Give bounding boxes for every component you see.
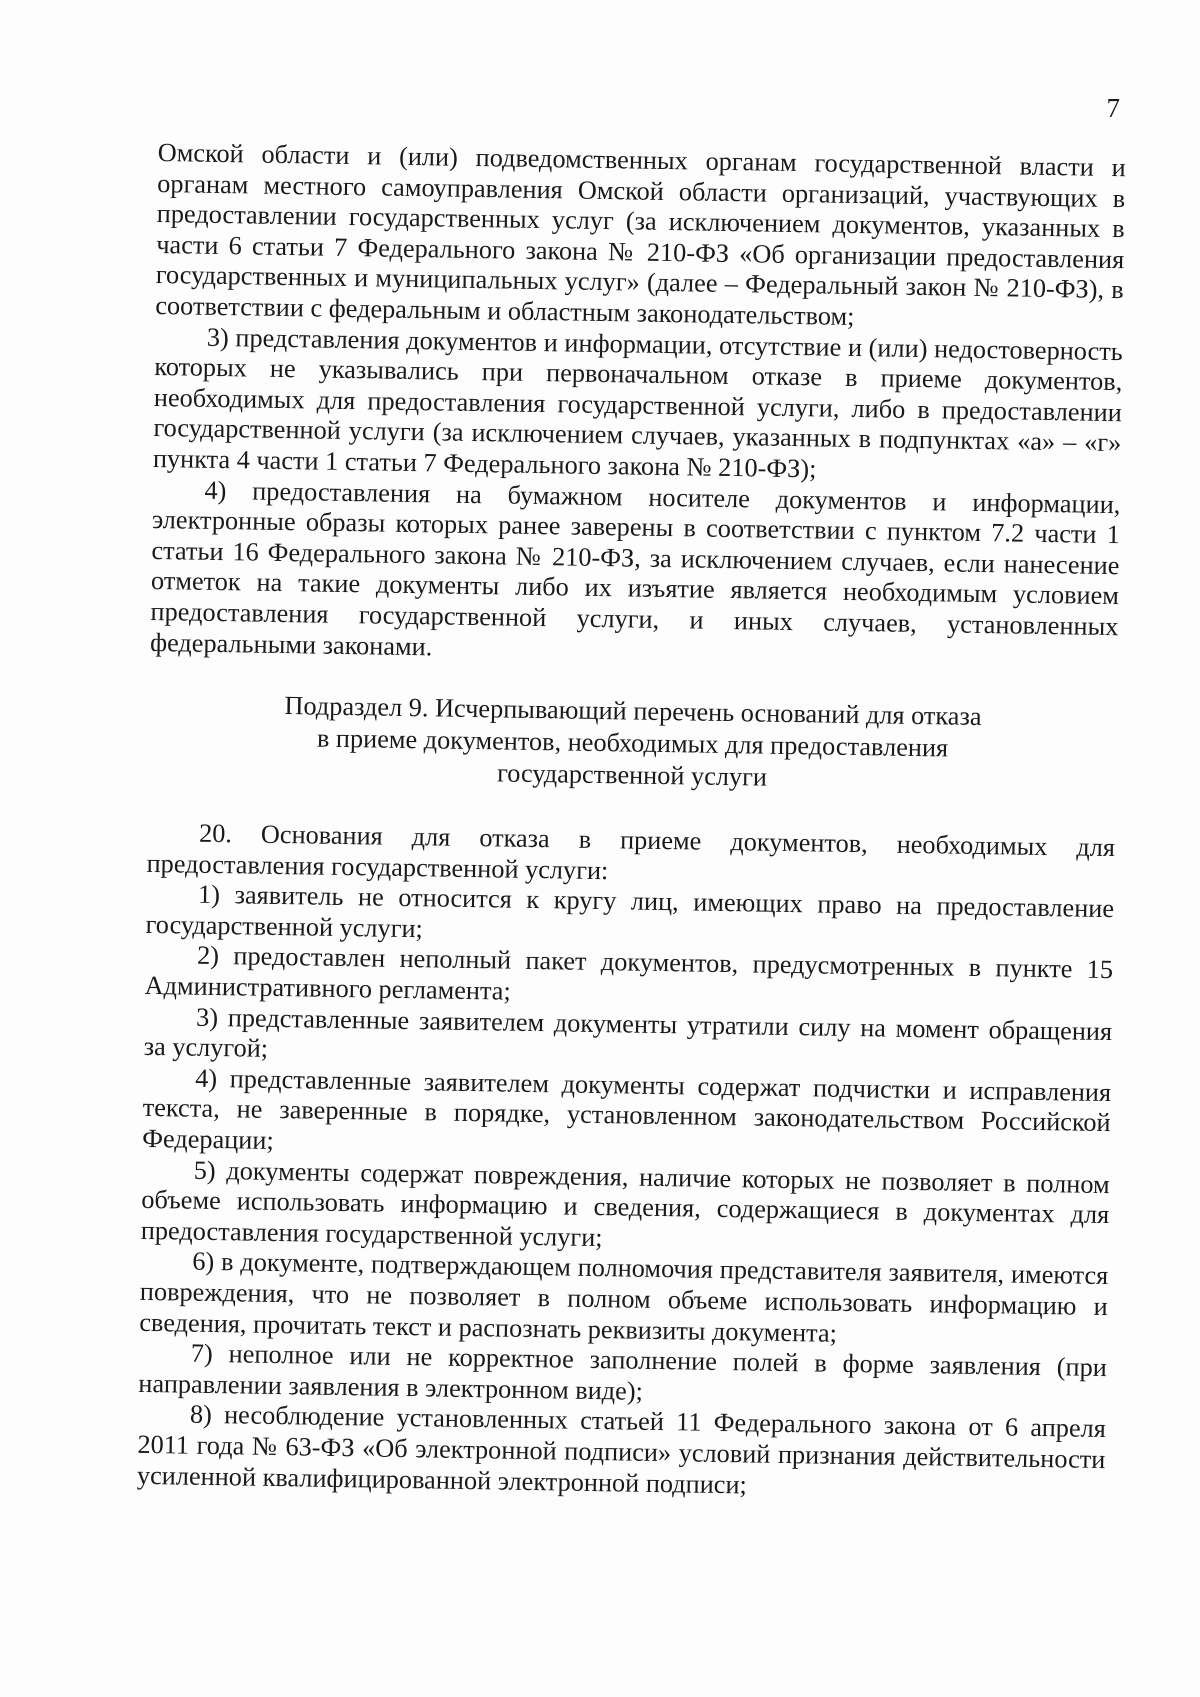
ground-item-6: 6) в документе, подтверждающем полномочия представителя заявителя, имеются повреждения, что не позволяет в полном объеме использовать информацию и сведения, прочитать текст и распознать реквизиты документа; [139,1247,1109,1348]
heading-line-1: Подраздел 9. Исчерпывающий перечень оснований для отказа [284,691,982,732]
ground-item-7: 7) неполное или не корректное заполнение полей в форме заявления (при направлении заявления в электронном виде); [138,1338,1108,1406]
paragraph-clause-20: 20. Основания для отказа в приеме документов, необходимых для предоставления государственной услуги: [146,818,1116,885]
ground-item-3: 3) представленные заявителем документы утратили силу на момент обращения за услугой; [143,1002,1113,1064]
paragraph-item-3: 3) представления документов и информации, отсутствие и (или) недостоверность которых не указывались при первоначальном отказе в приеме документов, необходимых для предоставления государственной услуги, либо в предоставлении государственной услуги (за исключением случаев, указанных в подпунктах «а» – «г» пункта 4 части 1 статьи 7 Федерального закона № 210-ФЗ); [152,322,1123,484]
heading-line-2: в приеме документов, необходимых для предоставления [316,723,949,763]
document-body [137,138,1126,1506]
paragraph-continuation: Омской области и (или) подведомственных органам государственной власти и органам местного самоуправления Омской области организаций, участвующих в предоставлении государственных услуг (за исключением документов, указанных в части 6 статьи 7 Федерального закона № 210-ФЗ «Об организации предоставления государственных и муниципальных услуг» (далее – Федеральный закон № 210-ФЗ), в соответствии с федеральным и областным законодательством; [155,138,1126,331]
ground-item-4: 4) представленные заявителем документы содержат подчистки и исправления текста, не заверенные в порядке, установленном законодательством Российской Федерации; [142,1063,1112,1155]
subsection-heading [148,688,1117,799]
ground-item-2: 2) предоставлен неполный пакет документов, предусмотренных в пункте 15 Административного регламента; [144,941,1114,1006]
heading-line-3: государственной услуги [496,758,768,792]
paragraph-item-4: 4) предоставления на бумажном носителе документов и информации, электронные образы которых ранее заверены в соответствии с пунктом 7.2 части 1 статьи 16 Федерального закона № 210-ФЗ, за исключением случаев, если нанесение отметок на такие документы либо их изъятие является необходимым условием предоставления государственной услуги, и иных случаев, установленных федеральными законами. [149,475,1121,661]
ground-item-1: 1) заявитель не относится к кругу лиц, имеющих право на предоставление государственной услуги; [145,880,1115,944]
ground-item-5: 5) документы содержат повреждения, наличие которых не позволяет в полном объеме использовать информацию и сведения, содержащиеся в документах для предоставления государственной услуги; [140,1155,1110,1252]
ground-item-8: 8) несоблюдение установленных статьей 11 Федерального закона от 6 апреля 2011 года № 63-ФЗ «Об электронной подписи» условий признания действительности усиленной квалифицированной электронной подписи; [136,1400,1107,1499]
page-number: 7 [1106,93,1120,123]
